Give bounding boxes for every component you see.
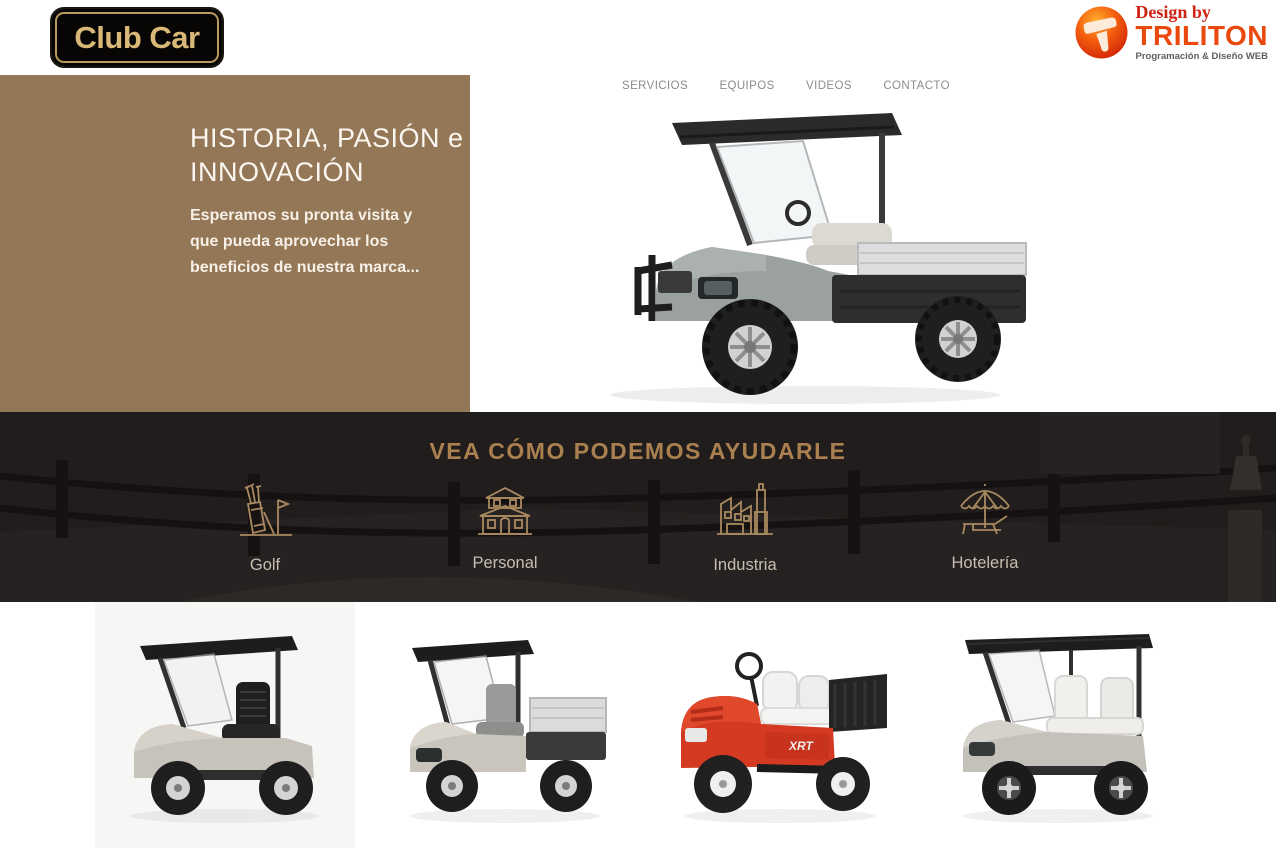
utility-cart-silver-cargo-image xyxy=(390,615,620,835)
beach-umbrella-icon xyxy=(951,482,1019,540)
category-hoteleria[interactable] xyxy=(900,482,1070,573)
triliton-credit[interactable] xyxy=(1074,3,1268,62)
triliton-credit-text xyxy=(1135,3,1268,62)
category-golf[interactable] xyxy=(180,482,350,575)
carousel-item-utility-cart-red-xrt[interactable] xyxy=(650,602,910,848)
nav-videos[interactable]: VIDEOS xyxy=(806,80,852,92)
svg-text:XRT: XRT xyxy=(789,739,813,753)
golf-cart-silver-two-seater-image xyxy=(110,615,340,835)
category-personal-label: Personal xyxy=(472,554,538,572)
category-golf-label: Golf xyxy=(249,556,281,574)
categories-section xyxy=(0,412,1276,602)
utility-cart-red-xrt-image xyxy=(665,615,895,835)
credit-design-by: Design by xyxy=(1135,2,1211,22)
nav-equipos[interactable]: EQUIPOS xyxy=(719,80,775,92)
house-icon xyxy=(472,482,538,540)
nav-contacto[interactable]: CONTACTO xyxy=(883,80,950,92)
product-carousel xyxy=(0,602,1276,848)
category-hoteleria-label: Hotelería xyxy=(951,554,1019,572)
club-car-logo-text: Club Car xyxy=(74,19,200,55)
hero-utility-truck-image xyxy=(560,95,1040,415)
golf-bag-flag-icon xyxy=(234,482,296,542)
factory-icon xyxy=(713,482,777,542)
categories-title: VEA CÓMO PODEMOS AYUDARLE xyxy=(429,438,847,464)
credit-brand: TRILITON xyxy=(1135,20,1268,51)
golf-cart-silver-four-seater-image xyxy=(943,615,1173,835)
carousel-item-utility-cart-silver-cargo[interactable] xyxy=(375,602,635,848)
header xyxy=(0,0,1276,75)
category-personal[interactable] xyxy=(420,482,590,573)
hero-text: Esperamos su pronta visita y que pueda aprovechar los beneficios de nuestra marca... xyxy=(190,207,420,276)
carousel-item-golf-cart-silver-four-seater[interactable] xyxy=(930,602,1186,848)
main-nav xyxy=(622,74,950,98)
hero-title: HISTORIA, PASIÓN e INNOVACIÓN xyxy=(190,123,464,187)
triliton-t-icon xyxy=(1074,5,1129,60)
category-industria[interactable] xyxy=(660,482,830,575)
nav-servicios[interactable]: SERVICIOS xyxy=(622,80,689,92)
category-industria-label: Industria xyxy=(713,556,777,574)
club-car-logo[interactable] xyxy=(50,7,224,68)
credit-tagline: Programación & Diseño WEB xyxy=(1135,51,1268,62)
carousel-item-golf-cart-silver-two-seater[interactable] xyxy=(95,602,355,848)
